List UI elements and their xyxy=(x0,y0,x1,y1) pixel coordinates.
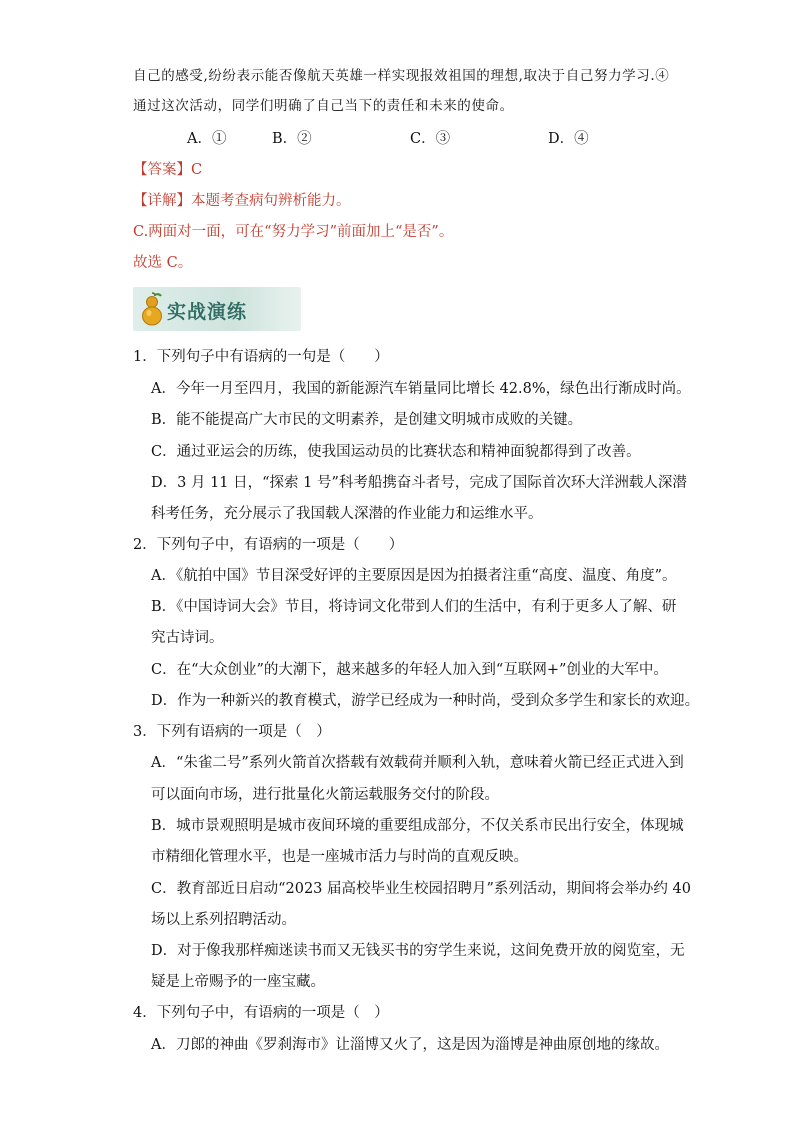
prev-choice-b: B．② xyxy=(272,131,312,147)
detail-text: 本题考查病句辨析能力。 xyxy=(191,193,351,209)
question-4-stem: 4．下列句子中，有语病的一项是（ ） xyxy=(133,1005,389,1021)
question-3-option-d-cont: 疑是上帝赐予的一座宝藏。 xyxy=(151,974,325,990)
prev-choice-a: A．① xyxy=(187,131,227,147)
prev-option-line-2: 通过这次活动，同学们明确了自己当下的责任和未来的使命。 xyxy=(133,98,514,114)
question-2-option-a: A．《航拍中国》节目深受好评的主要原因是因为拍摄者注重“高度、温度、角度”。 xyxy=(151,568,677,584)
prev-choice-d: D．④ xyxy=(548,131,589,147)
section-title: 实战演练 xyxy=(167,301,248,323)
question-3-option-c-cont: 场以上系列招聘活动。 xyxy=(151,912,296,928)
question-2-option-b: B．《中国诗词大会》节目，将诗词文化带到人们的生活中，有利于更多人了解、研 xyxy=(151,599,677,615)
conclusion-text: 故选 C。 xyxy=(133,255,193,271)
section-banner xyxy=(133,287,301,331)
detail-line xyxy=(133,191,351,211)
prev-option-line-1: 自己的感受,纷纷表示能否像航天英雄一样实现报效祖国的理想,取决于自己努力学习.④ xyxy=(133,68,670,84)
question-1-option-a: A．今年一月至四月，我国的新能源汽车销量同比增长 42.8%，绿色出行渐成时尚。 xyxy=(151,381,691,397)
answer-line xyxy=(133,160,202,180)
question-3-stem: 3．下列有语病的一项是（ ） xyxy=(133,724,331,740)
gourd-icon xyxy=(139,291,165,327)
question-4-option-a: A．刀郎的神曲《罗刹海市》让淄博又火了，这是因为淄博是神曲原创地的缘故。 xyxy=(151,1037,669,1053)
question-3-option-b-cont: 市精细化管理水平，也是一座城市活力与时尚的直观反映。 xyxy=(151,849,528,865)
question-1-option-d-cont: 科考任务，充分展示了我国载人深潜的作业能力和运维水平。 xyxy=(151,506,543,522)
question-1-option-c: C．通过亚运会的历练，使我国运动员的比赛状态和精神面貌都得到了改善。 xyxy=(151,444,641,460)
answer-label: 【答案】 xyxy=(133,162,191,178)
question-1-option-d: D．3 月 11 日，“探索 1 号”科考船携奋斗者号，完成了国际首次环大洋洲载人深潜 xyxy=(151,475,687,491)
question-2-option-c: C．在“大众创业”的大潮下，越来越多的年轻人加入到“互联网+”创业的大军中。 xyxy=(151,662,668,678)
question-2-option-d: D．作为一种新兴的教育模式，游学已经成为一种时尚，受到众多学生和家长的欢迎。 xyxy=(151,693,700,709)
question-3-option-c: C．教育部近日启动“2023 届高校毕业生校园招聘月”系列活动，期间将会举办约 40 xyxy=(151,881,691,897)
answer-value: C xyxy=(191,162,203,178)
question-3-option-b: B．城市景观照明是城市夜间环境的重要组成部分，不仅关系市民出行安全，体现城 xyxy=(151,818,684,834)
question-1-option-b: B．能不能提高广大市民的文明素养，是创建文明城市成败的关键。 xyxy=(151,412,583,428)
prev-choice-c: C．③ xyxy=(410,131,451,147)
question-2-stem: 2．下列句子中，有语病的一项是（ ） xyxy=(133,537,404,553)
explanation-text: C.两面对一面，可在“努力学习”前面加上“是否”。 xyxy=(133,224,454,240)
question-3-option-d: D．对于像我那样痴迷读书而又无钱买书的穷学生来说，这间免费开放的阅览室，无 xyxy=(151,943,685,959)
question-3-option-a: A．“朱雀二号”系列火箭首次搭载有效载荷并顺利入轨，意味着火箭已经正式进入到 xyxy=(151,755,684,771)
question-3-option-a-cont: 可以面向市场，进行批量化火箭运载服务交付的阶段。 xyxy=(151,787,499,803)
question-2-option-b-cont: 究古诗词。 xyxy=(151,630,224,646)
detail-label: 【详解】 xyxy=(133,193,191,209)
question-1-stem: 1．下列句子中有语病的一句是（ ） xyxy=(133,349,389,365)
